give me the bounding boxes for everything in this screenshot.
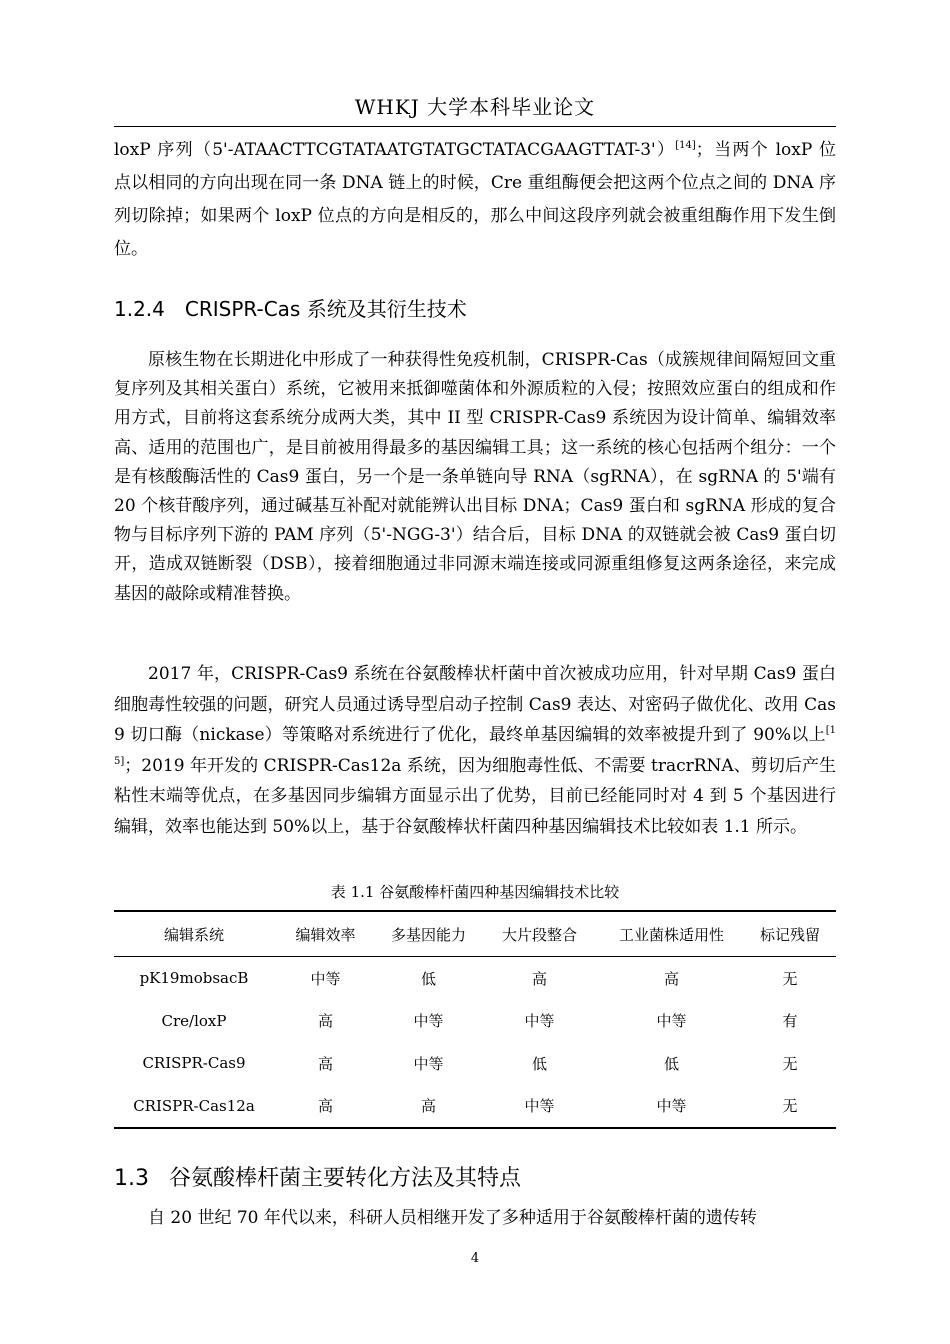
section-heading-1-3	[114, 1163, 521, 1195]
table-cell: CRISPR-Cas9	[142, 1054, 246, 1073]
paragraph-loxp	[114, 134, 836, 266]
table-cell: 中等	[310, 969, 341, 988]
table-cell: 高	[317, 1054, 333, 1073]
table-cell: 高	[317, 1097, 333, 1116]
table-row	[114, 1042, 836, 1085]
citation-ref: [14]	[675, 140, 696, 151]
table-cell: 高	[317, 1012, 333, 1031]
column-header: 标记残留	[744, 911, 836, 957]
paragraph-text: 2017 年，CRISPR-Cas9 系统在谷氨酸棒状杆菌中首次被成功应用，针对早期 Cas9 蛋白细胞毒性较强的问题，研究人员通过诱导型启动子控制 Cas9 表达、对密码子做优化、改用 Cas9 切口酶（nickase）等策略对系统进行了优化，最终单基因编辑的效率被提升到了 90%以上	[114, 664, 836, 745]
table-cell: 无	[782, 1097, 798, 1116]
table-cell: 中等	[413, 1012, 444, 1031]
paragraph-crispr-intro	[114, 346, 836, 609]
paragraph-text: loxP 序列（5'-ATAACTTCGTATAATGTATGCTATACGAAGTTAT-3'）	[114, 140, 676, 160]
table-cell: 低	[420, 969, 436, 988]
section-number: 1.3	[114, 1166, 149, 1191]
table-cell: 中等	[524, 1097, 555, 1116]
section-title: 谷氨酸棒杆菌主要转化方法及其特点	[169, 1166, 522, 1191]
table-cell: 高	[531, 969, 547, 988]
citation-ref: [15]	[114, 725, 836, 767]
paragraph-text: ；2019 年开发的 CRISPR-Cas12a 系统，因为细胞毒性低、不需要 tracrRNA、剪切后产生粘性末端等优点，在多基因同步编辑方面显示出了优势，目前已经能同时对 4 到 5 个基因进行编辑，效率也能达到 50%以上，基于谷氨酸棒状杆菌四种基因编辑技术比较如表 1.1 所示。	[114, 755, 836, 837]
table-cell: 无	[782, 1054, 798, 1073]
column-header: 编辑效率	[274, 911, 377, 957]
page-number: 4	[470, 1251, 480, 1266]
paragraph-text: 原核生物在长期进化中形成了一种获得性免疫机制，CRISPR-Cas（成簇规律间隔短回文重复序列及其相关蛋白）系统，它被用来抵御噬菌体和外源质粒的入侵；按照效应蛋白的组成和作用方式，目前将这套系统分成两大类，其中 II 型 CRISPR-Cas9 系统因为设计简单、编辑效率高、适用的范围也广，是目前被用得最多的基因编辑工具；这一系统的核心包括两个组分：一个是有核酸酶活性的 Cas9 蛋白，另一个是一条单链向导 RNA（sgRNA），在 sgRNA 的 5'端有 20 个核苷酸序列，通过碱基互补配对就能辨认出目标 DNA；Cas9 蛋白和 sgRNA 形成的复合物与目标序列下游的 PAM 序列（5'-NGG-3'）结合后，目标 DNA 的双链就会被 Cas9 蛋白切开，造成双链断裂（DSB），接着细胞通过非同源末端连接或同源重组修复这两条途径，来完成基因的敲除或精准替换。	[114, 350, 836, 604]
table-cell: 中等	[413, 1054, 444, 1073]
table-cell: 中等	[656, 1012, 687, 1031]
table-row	[114, 957, 836, 1000]
table-cell: 中等	[524, 1012, 555, 1031]
paragraph-crispr-application	[114, 659, 836, 842]
table-cell: 高	[420, 1097, 436, 1116]
table-row	[114, 1000, 836, 1043]
comparison-table	[114, 910, 836, 1129]
section-title: CRISPR-Cas 系统及其衍生技术	[184, 297, 467, 321]
table-cell: 高	[663, 969, 679, 988]
table-cell: pK19mobsacB	[139, 969, 249, 988]
column-header: 多基因能力	[377, 911, 480, 957]
column-header: 编辑系统	[114, 911, 274, 957]
table-cell: 有	[782, 1012, 798, 1031]
table-cell: 低	[531, 1054, 547, 1073]
section-number: 1.2.4	[114, 297, 165, 321]
table-cell: 无	[782, 969, 798, 988]
paragraph-text: 自 20 世纪 70 年代以来，科研人员相继开发了多种适用于谷氨酸棒杆菌的遗传转	[148, 1208, 757, 1228]
table-header-row	[114, 911, 836, 957]
table-cell: Cre/loxP	[161, 1011, 227, 1030]
column-header: 大片段整合	[480, 911, 599, 957]
paragraph-text: ；当两个 loxP 位点以相同的方向出现在同一条 DNA 链上的时候，Cre 重组酶便会把这两个位点之间的 DNA 序列切除掉；如果两个 loxP 位点的方向是相反的，那么中间这段序列就会被重组酶作用下发生倒位。	[114, 140, 836, 259]
table-cell: 中等	[656, 1097, 687, 1116]
table-caption: 表 1.1 谷氨酸棒杆菌四种基因编辑技术比较	[330, 883, 620, 901]
column-header: 工业菌株适用性	[599, 911, 744, 957]
table-cell: CRISPR-Cas12a	[133, 1096, 255, 1115]
page-header	[114, 92, 836, 127]
page-header-title: WHKJ 大学本科毕业论文	[354, 95, 596, 119]
paragraph-transformation-intro	[114, 1203, 836, 1233]
table-row	[114, 1085, 836, 1129]
section-heading-1-2-4	[114, 295, 467, 323]
table-cell: 低	[663, 1054, 679, 1073]
